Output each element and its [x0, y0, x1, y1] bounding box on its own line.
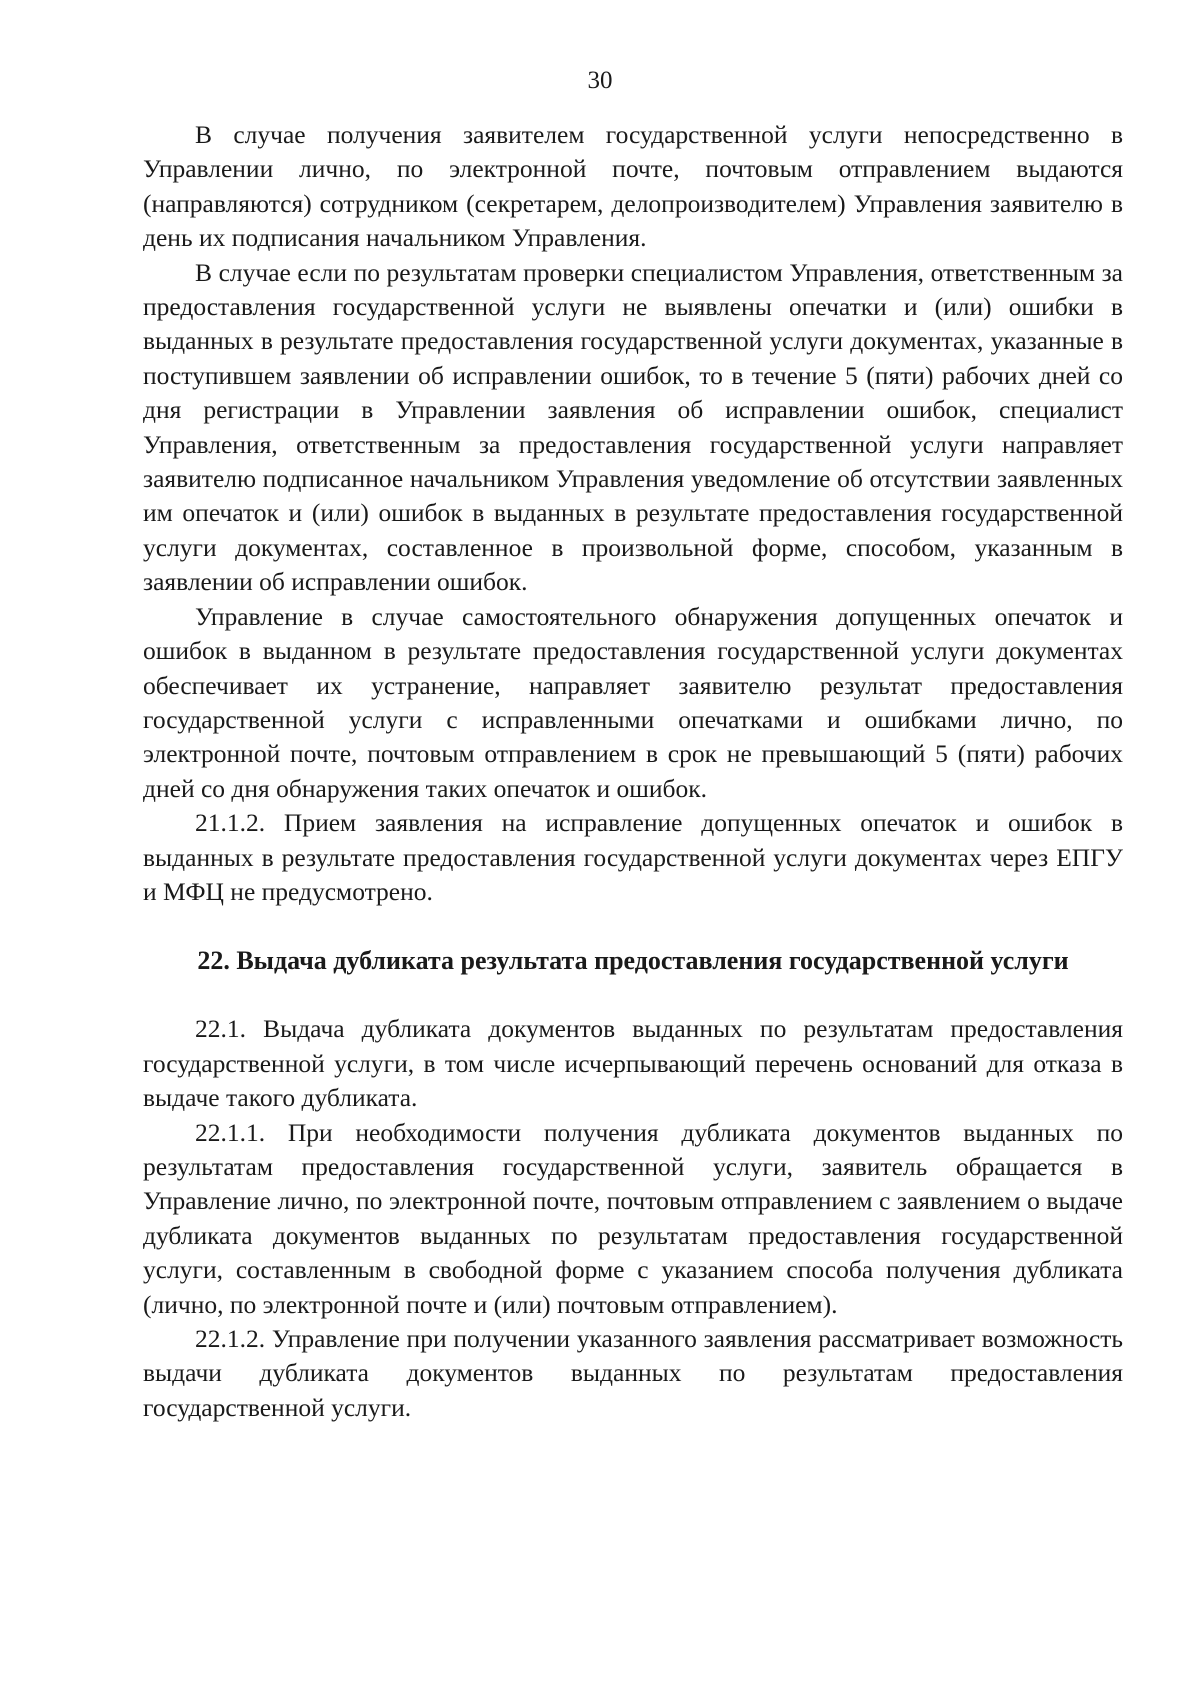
paragraph: 21.1.2. Прием заявления на исправление допущенных опечаток и ошибок в выданных в результате предоставления государственной услуги документах через ЕПГУ и МФЦ не предусмотрено. — [143, 808, 1123, 906]
paragraph: В случае получения заявителем государственной услуги непосредственно в Управлении лично, по электронной почте, почтовым отправлением выдаются (направляются) сотрудником (секретарем, делопроизводителем) Управления заявителю в день их подписания начальником Управления. — [143, 120, 1123, 253]
paragraph: 22.1. Выдача дубликата документов выданных по результатам предоставления государственной услуги, в том числе исчерпывающий перечень оснований для отказа в выдаче такого дубликата. — [143, 1014, 1123, 1113]
paragraph: Управление в случае самостоятельного обнаружения допущенных опечаток и ошибок в выданном в результате предоставления государственной услуги документах обеспечивает их устранение, направляет заявителю результат предоставления государственной услуги с исправленными опечатками и ошибками лично, по электронной почте, почтовым отправлением в срок не превышающий 5 (пяти) рабочих дней со дня обнаружения таких опечаток и ошибок. — [143, 601, 1123, 803]
paragraph: В случае если по результатам проверки специалистом Управления, ответственным за предоставления государственной услуги не выявлены опечатки и (или) ошибки в выданных в результате предоставления государственной услуги документах, указанные в поступившем заявлении об исправлении ошибок, то в течение 5 (пяти) рабочих дней со дня регистрации в Управлении заявления об исправлении ошибок, специалист Управления, ответственным за предоставления государственной услуги направляет заявителю подписанное начальником Управления уведомление об отсутствии заявленных им опечаток и (или) ошибок в выданных в результате предоставления государственной услуги документах, составленное в произвольной форме, способом, указанным в заявлении об исправлении ошибок. — [143, 257, 1123, 597]
paragraph: 22.1.1. При необходимости получения дубликата документов выданных по результатам предоставления государственной услуги, заявитель обращается в Управление лично, по электронной почте, почтовым отправлением с заявлением о выдаче дубликата документов выданных по результатам предоставления государственной услуги, составленным в свободной форме с указанием способа получения дубликата (лично, по электронной почте и (или) почтовым отправлением). — [143, 1117, 1123, 1319]
document-body — [143, 118, 1123, 1425]
section-heading: 22. Выдача дубликата результата предоставления государственной услуги — [197, 946, 1069, 976]
page-number: 30 — [587, 67, 613, 94]
paragraph: 22.1.2. Управление при получении указанного заявления рассматривает возможность выдачи дубликата документов выданных по результатам предоставления государственной услуги. — [143, 1324, 1123, 1422]
